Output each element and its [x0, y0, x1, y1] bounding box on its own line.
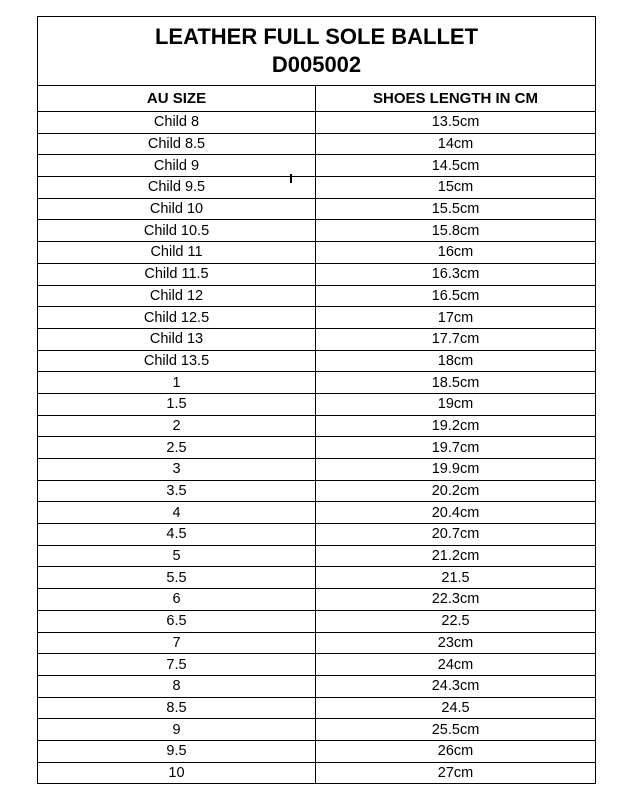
shoe-length-cell: 13.5cm — [316, 112, 596, 134]
shoe-length-cell: 19.9cm — [316, 459, 596, 481]
size-chart-body — [38, 112, 596, 784]
table-row — [38, 133, 596, 155]
au-size-cell: Child 12.5 — [38, 307, 316, 329]
shoe-length-cell: 22.3cm — [316, 589, 596, 611]
table-row — [38, 740, 596, 762]
column-header-shoe-length: SHOES LENGTH IN CM — [316, 86, 596, 112]
au-size-cell: 8 — [38, 675, 316, 697]
chart-product-code: D005002 — [271, 52, 362, 77]
au-size-cell: Child 11.5 — [38, 263, 316, 285]
table-row — [38, 112, 596, 134]
table-row — [38, 762, 596, 784]
shoe-length-cell: 24.3cm — [316, 675, 596, 697]
shoe-length-cell: 22.5 — [316, 610, 596, 632]
stray-mark — [290, 174, 292, 183]
au-size-cell: Child 9 — [38, 155, 316, 177]
shoe-length-cell: 15.5cm — [316, 198, 596, 220]
au-size-cell: Child 11 — [38, 242, 316, 264]
shoe-length-cell: 20.4cm — [316, 502, 596, 524]
au-size-cell: Child 8.5 — [38, 133, 316, 155]
shoe-length-cell: 24cm — [316, 654, 596, 676]
shoe-length-cell: 19.2cm — [316, 415, 596, 437]
chart-title-line1: LEATHER FULL SOLE BALLET — [154, 24, 479, 49]
table-row — [38, 372, 596, 394]
table-row — [38, 545, 596, 567]
au-size-cell: 3 — [38, 459, 316, 481]
shoe-length-cell: 18cm — [316, 350, 596, 372]
shoe-length-cell: 17cm — [316, 307, 596, 329]
au-size-cell: 6 — [38, 589, 316, 611]
size-chart-table — [37, 16, 596, 784]
table-row — [38, 415, 596, 437]
au-size-cell: 5.5 — [38, 567, 316, 589]
au-size-cell: 7 — [38, 632, 316, 654]
shoe-length-cell: 14.5cm — [316, 155, 596, 177]
table-row — [38, 328, 596, 350]
au-size-cell: Child 9.5 — [38, 177, 316, 199]
table-row — [38, 675, 596, 697]
au-size-cell: 10 — [38, 762, 316, 784]
chart-title — [38, 17, 596, 86]
table-row — [38, 350, 596, 372]
shoe-length-cell: 16cm — [316, 242, 596, 264]
table-row — [38, 177, 596, 199]
au-size-cell: 9.5 — [38, 740, 316, 762]
shoe-length-cell: 15.8cm — [316, 220, 596, 242]
shoe-length-cell: 26cm — [316, 740, 596, 762]
table-row — [38, 524, 596, 546]
table-row — [38, 502, 596, 524]
au-size-cell: Child 10 — [38, 198, 316, 220]
shoe-length-cell: 15cm — [316, 177, 596, 199]
table-row — [38, 610, 596, 632]
shoe-length-cell: 16.5cm — [316, 285, 596, 307]
au-size-cell: 1 — [38, 372, 316, 394]
shoe-length-cell: 20.2cm — [316, 480, 596, 502]
table-row — [38, 567, 596, 589]
shoe-length-cell: 25.5cm — [316, 719, 596, 741]
column-header-au-size: AU SIZE — [38, 86, 316, 112]
table-row — [38, 263, 596, 285]
table-row — [38, 697, 596, 719]
table-row — [38, 285, 596, 307]
table-row — [38, 155, 596, 177]
au-size-cell: Child 13.5 — [38, 350, 316, 372]
au-size-cell: 4 — [38, 502, 316, 524]
au-size-cell: Child 12 — [38, 285, 316, 307]
shoe-length-cell: 19.7cm — [316, 437, 596, 459]
shoe-length-cell: 19cm — [316, 393, 596, 415]
shoe-length-cell: 21.5 — [316, 567, 596, 589]
au-size-cell: 1.5 — [38, 393, 316, 415]
shoe-length-cell: 20.7cm — [316, 524, 596, 546]
shoe-length-cell: 27cm — [316, 762, 596, 784]
size-chart-sheet — [37, 16, 595, 784]
au-size-cell: 5 — [38, 545, 316, 567]
table-row — [38, 632, 596, 654]
au-size-cell: 4.5 — [38, 524, 316, 546]
au-size-cell: 2.5 — [38, 437, 316, 459]
table-row — [38, 459, 596, 481]
au-size-cell: 3.5 — [38, 480, 316, 502]
shoe-length-cell: 21.2cm — [316, 545, 596, 567]
shoe-length-cell: 18.5cm — [316, 372, 596, 394]
au-size-cell: Child 8 — [38, 112, 316, 134]
table-row — [38, 393, 596, 415]
table-row — [38, 307, 596, 329]
au-size-cell: 9 — [38, 719, 316, 741]
table-row — [38, 589, 596, 611]
shoe-length-cell: 24.5 — [316, 697, 596, 719]
table-row — [38, 719, 596, 741]
au-size-cell: 7.5 — [38, 654, 316, 676]
au-size-cell: 2 — [38, 415, 316, 437]
shoe-length-cell: 16.3cm — [316, 263, 596, 285]
table-row — [38, 220, 596, 242]
au-size-cell: Child 10.5 — [38, 220, 316, 242]
shoe-length-cell: 23cm — [316, 632, 596, 654]
shoe-length-cell: 17.7cm — [316, 328, 596, 350]
au-size-cell: 6.5 — [38, 610, 316, 632]
table-row — [38, 654, 596, 676]
table-row — [38, 480, 596, 502]
table-row — [38, 242, 596, 264]
table-row — [38, 437, 596, 459]
au-size-cell: 8.5 — [38, 697, 316, 719]
table-row — [38, 198, 596, 220]
shoe-length-cell: 14cm — [316, 133, 596, 155]
au-size-cell: Child 13 — [38, 328, 316, 350]
